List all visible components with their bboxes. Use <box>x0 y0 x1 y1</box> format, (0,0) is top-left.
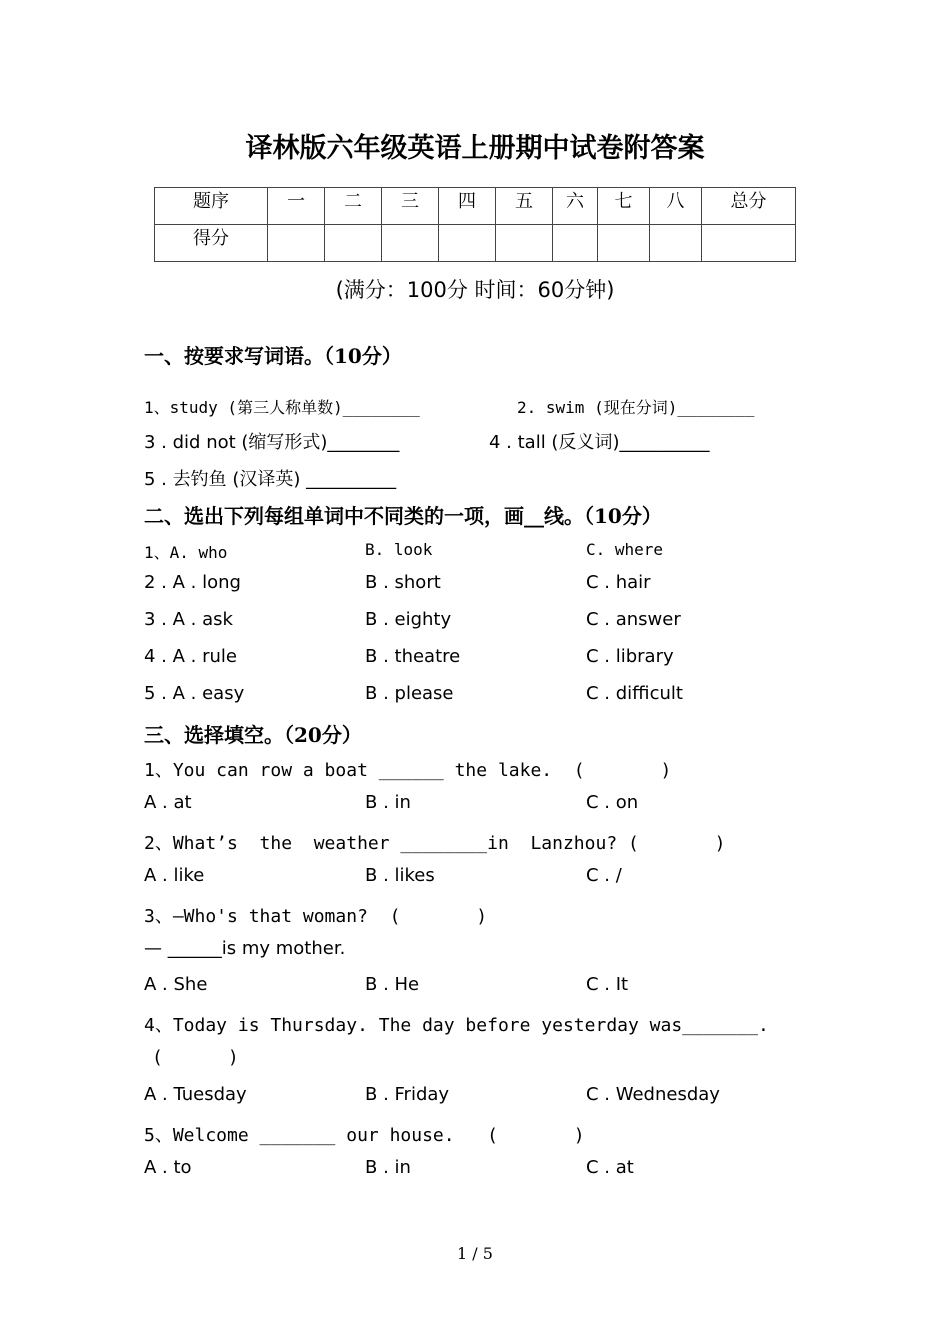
option-c: C . at <box>586 1157 634 1178</box>
score-header-cell: 题序 <box>155 188 268 225</box>
question-1-4: 4 . tall (反义词)__________ <box>489 432 710 453</box>
score-header-cell: 一 <box>268 188 325 225</box>
score-header-cell: 五 <box>496 188 553 225</box>
option-c: C . answer <box>586 609 681 630</box>
option-b: B . in <box>365 1157 411 1178</box>
score-header-cell: 总分 <box>702 188 796 225</box>
score-cell[interactable] <box>650 225 702 262</box>
question-1-3: 3 . did not (缩写形式)________ <box>144 432 400 453</box>
score-table-score-row <box>155 225 796 262</box>
option-c: C. where <box>586 540 664 559</box>
option-b: B . short <box>365 572 441 593</box>
question-1-1: 1、study (第三人称单数)________ <box>144 398 420 417</box>
option-c: C . on <box>586 792 639 813</box>
score-cell[interactable] <box>496 225 553 262</box>
option-a: A . to <box>144 1157 192 1178</box>
option-a: 3 . A . ask <box>144 609 233 630</box>
score-cell[interactable] <box>598 225 650 262</box>
question-3-3-answer-line: — ______is my mother. <box>144 938 346 959</box>
option-b: B . theatre <box>365 646 461 667</box>
option-c: C . / <box>586 865 622 886</box>
score-header-cell: 七 <box>598 188 650 225</box>
option-c: C . Wednesday <box>586 1084 720 1105</box>
score-cell[interactable] <box>553 225 598 262</box>
section-1-heading: 一、按要求写词语。（10分） <box>144 344 402 368</box>
option-b: B . He <box>365 974 420 995</box>
option-c: C . It <box>586 974 629 995</box>
exam-info: (满分：100分 时间：60分钟) <box>335 278 615 302</box>
option-a: 4 . A . rule <box>144 646 237 667</box>
score-table <box>154 187 796 262</box>
option-a: A . Tuesday <box>144 1084 247 1105</box>
option-b: B . please <box>365 683 454 704</box>
option-c: C . difficult <box>586 683 683 704</box>
question-1-5: 5 . 去钓鱼 (汉译英) __________ <box>144 469 397 490</box>
question-3-3: 3、—Who's that woman? ( ) <box>144 906 488 927</box>
score-table-header-row <box>155 188 796 225</box>
question-1-2: 2. swim (现在分词)________ <box>517 398 755 417</box>
score-cell[interactable] <box>382 225 439 262</box>
score-header-cell: 三 <box>382 188 439 225</box>
option-b: B . likes <box>365 865 435 886</box>
score-cell[interactable] <box>439 225 496 262</box>
section-3-heading: 三、选择填空。（20分） <box>144 723 362 747</box>
question-3-4: 4、Today is Thursday. The day before yesterday was_______. <box>144 1015 769 1036</box>
question-3-1: 1、You can row a boat ______ the lake. ( ) <box>144 760 672 781</box>
option-c: C . hair <box>586 572 651 593</box>
question-3-5: 5、Welcome _______ our house. ( ) <box>144 1125 585 1146</box>
score-header-cell: 六 <box>553 188 598 225</box>
page-number: 1 / 5 <box>457 1244 493 1263</box>
section-2-heading: 二、选出下列每组单词中不同类的一项，画__线。（10分） <box>144 504 662 528</box>
score-header-cell: 八 <box>650 188 702 225</box>
option-b: B . eighty <box>365 609 452 630</box>
option-b: B . in <box>365 792 411 813</box>
score-cell[interactable] <box>268 225 325 262</box>
option-a: A . like <box>144 865 205 886</box>
option-a: 5 . A . easy <box>144 683 245 704</box>
option-b: B . Friday <box>365 1084 450 1105</box>
question-3-2: 2、What’s the weather ________in Lanzhou? ( ) <box>144 833 726 854</box>
option-a: A . She <box>144 974 208 995</box>
score-cell[interactable] <box>325 225 382 262</box>
option-c: C . library <box>586 646 674 667</box>
page-title: 译林版六年级英语上册期中试卷附答案 <box>245 133 705 164</box>
option-b: B. look <box>365 540 433 559</box>
score-cell[interactable] <box>702 225 796 262</box>
option-a: 1、A. who <box>144 543 228 562</box>
score-header-cell: 四 <box>439 188 496 225</box>
score-header-cell: 二 <box>325 188 382 225</box>
question-3-4-bracket: ( ) <box>152 1047 239 1068</box>
score-row-label: 得分 <box>155 225 268 262</box>
option-a: A . at <box>144 792 192 813</box>
option-a: 2 . A . long <box>144 572 241 593</box>
